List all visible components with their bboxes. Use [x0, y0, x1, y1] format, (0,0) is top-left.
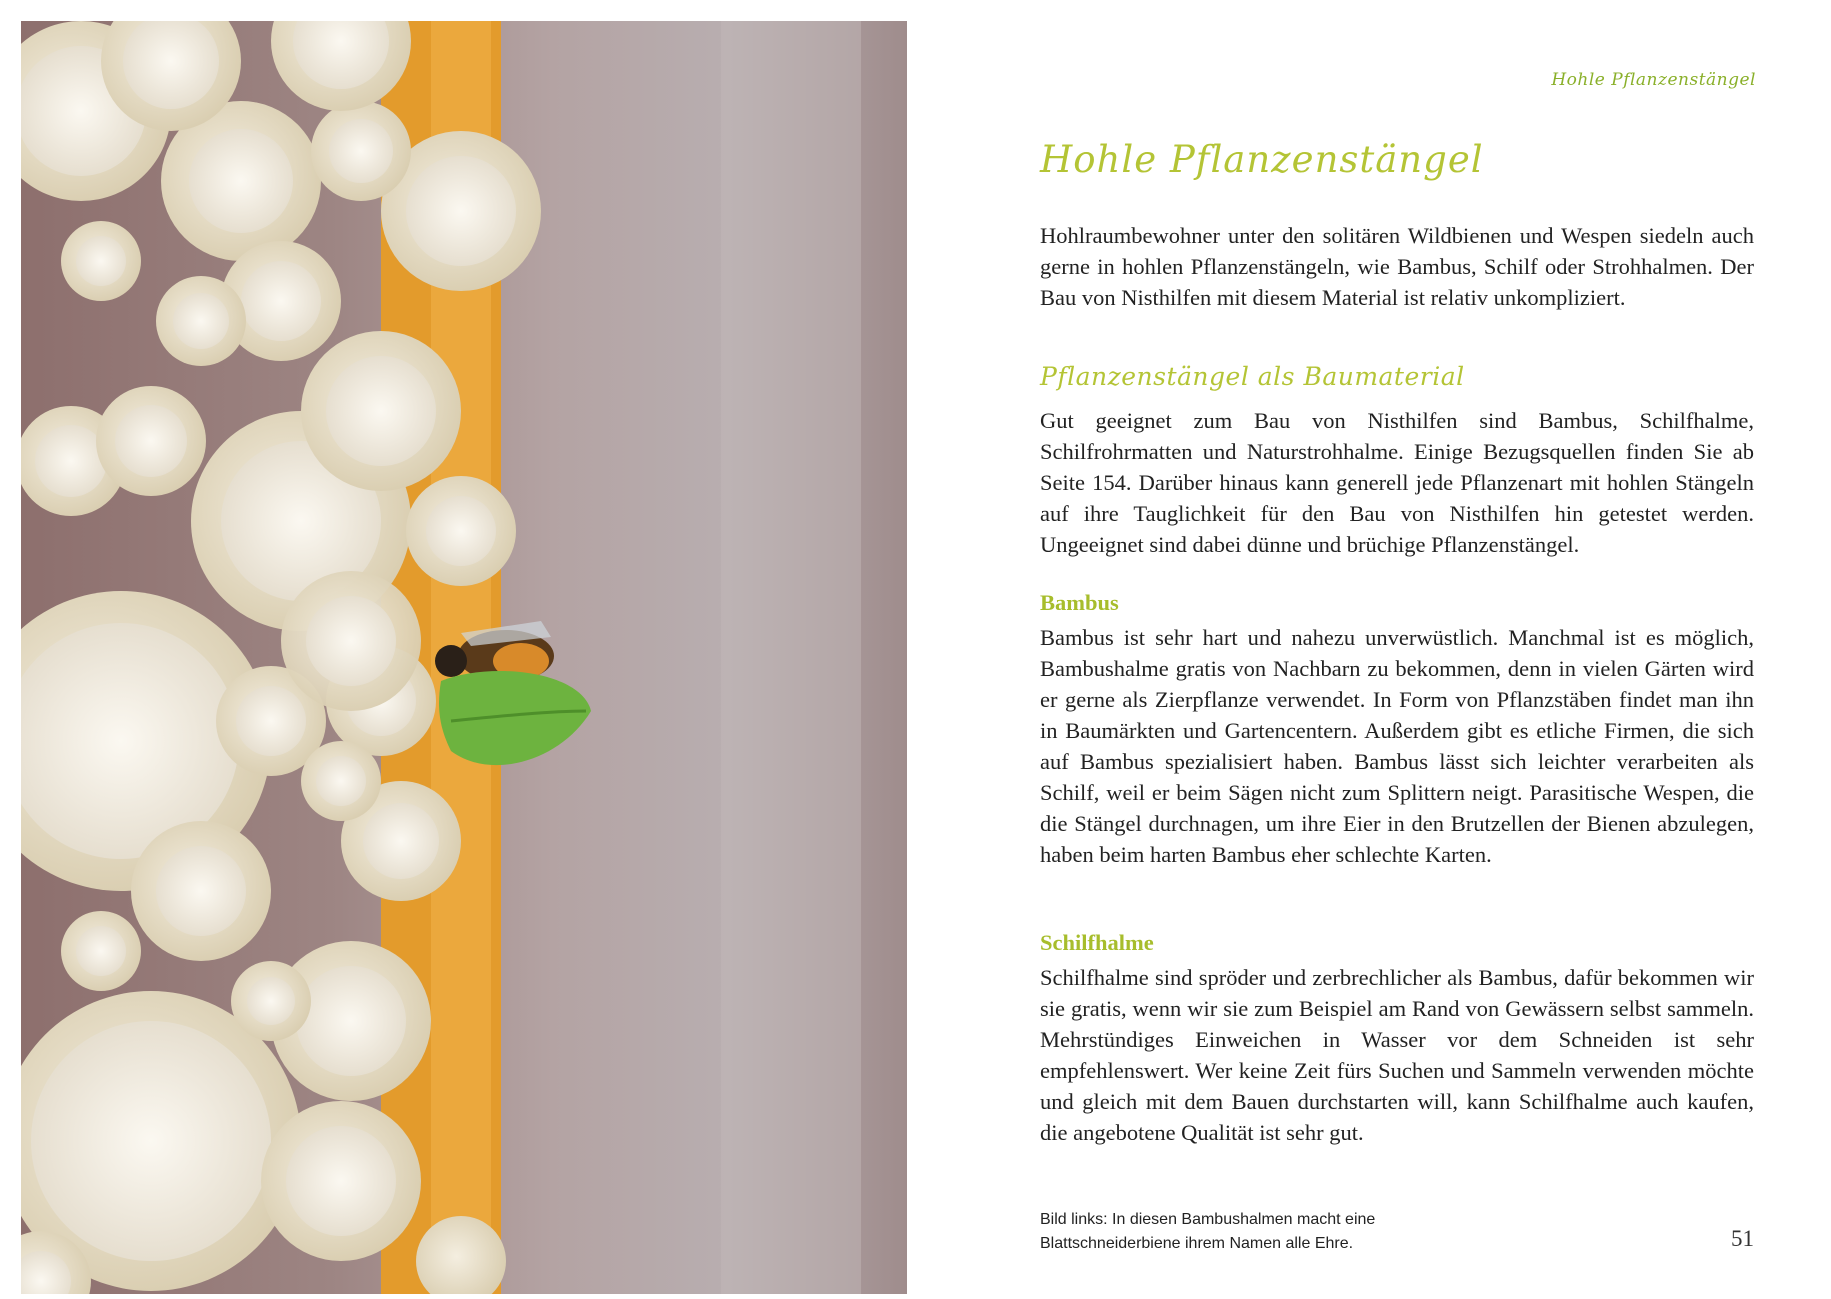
intro-paragraph: Hohlraumbewohner unter den solitären Wildbienen und Wespen siedeln auch gerne in hohlen Pflanzenstängeln, wie Bambus, Schilf oder Strohhalmen. Der Bau von Nisthilfen mit diesem Material ist relativ unkompliziert.: [1040, 223, 1754, 310]
schilf-heading: Schilfhalme: [1040, 930, 1154, 955]
page-title: Hohle Pflanzenstängel: [1040, 138, 1484, 181]
section-title: Pflanzenstängel als Baumaterial: [1040, 362, 1465, 391]
section-paragraph: Gut geeignet zum Bau von Nisthilfen sind Bambus, Schilfhalme, Schilfrohrmatten und Naturstrohhalme. Einige Bezugsquellen finden Sie ab Seite 154. Darüber hinaus kann generell jede Pflanzenart mit hohlen Stängeln auf ihre Tauglichkeit für den Bau von Nisthilfen hin getestet werden. Ungeeignet sind dabei dünne und brüchige Pflanzenstängel.: [1040, 408, 1754, 557]
running-head: Hohle Pflanzenstängel: [1551, 70, 1756, 90]
bambus-heading: Bambus: [1040, 590, 1119, 615]
schilf-paragraph: Schilfhalme sind spröder und zerbrechlicher als Bambus, dafür bekommen wir sie gratis, wenn wir sie zum Beispiel am Rand von Gewässern selbst sammeln. Mehrstündiges Einweichen in Wasser vor dem Schneiden ist sehr empfehlenswert. Wer keine Zeit fürs Suchen und Sammeln verwenden möchte und gleich mit dem Bauen durchstarten will, kann Schilfhalme auch kaufen, die angebotene Qualität ist sehr gut.: [1040, 965, 1754, 1145]
page-number: 51: [1731, 1226, 1754, 1251]
bamboo-bee-photo: [21, 21, 907, 1294]
photo-caption: Bild links: In diesen Bambushalmen macht eine Blattschneiderbiene ihrem Namen alle Ehre.: [1040, 1211, 1376, 1252]
bambus-paragraph: Bambus ist sehr hart und nahezu unverwüstlich. Manchmal ist es möglich, Bambushalme gratis von Nachbarn zu bekommen, denn in vielen Gärten wird er gerne als Zierpflanze verwendet. In Form von Pflanzstäben findet man ihn in Baumärkten und Gartencentern. Außerdem gibt es etliche Firmen, die sich auf Bambus spezialisiert haben. Bambus lässt sich leichter verarbeiten als Schilf, weil er beim Sägen nicht zum Splittern neigt. Parasitische Wespen, die die Stängel durchnagen, um ihre Eier in den Brutzellen der Bienen abzulegen, haben beim harten Bambus eher schlechte Karten.: [1040, 625, 1754, 867]
